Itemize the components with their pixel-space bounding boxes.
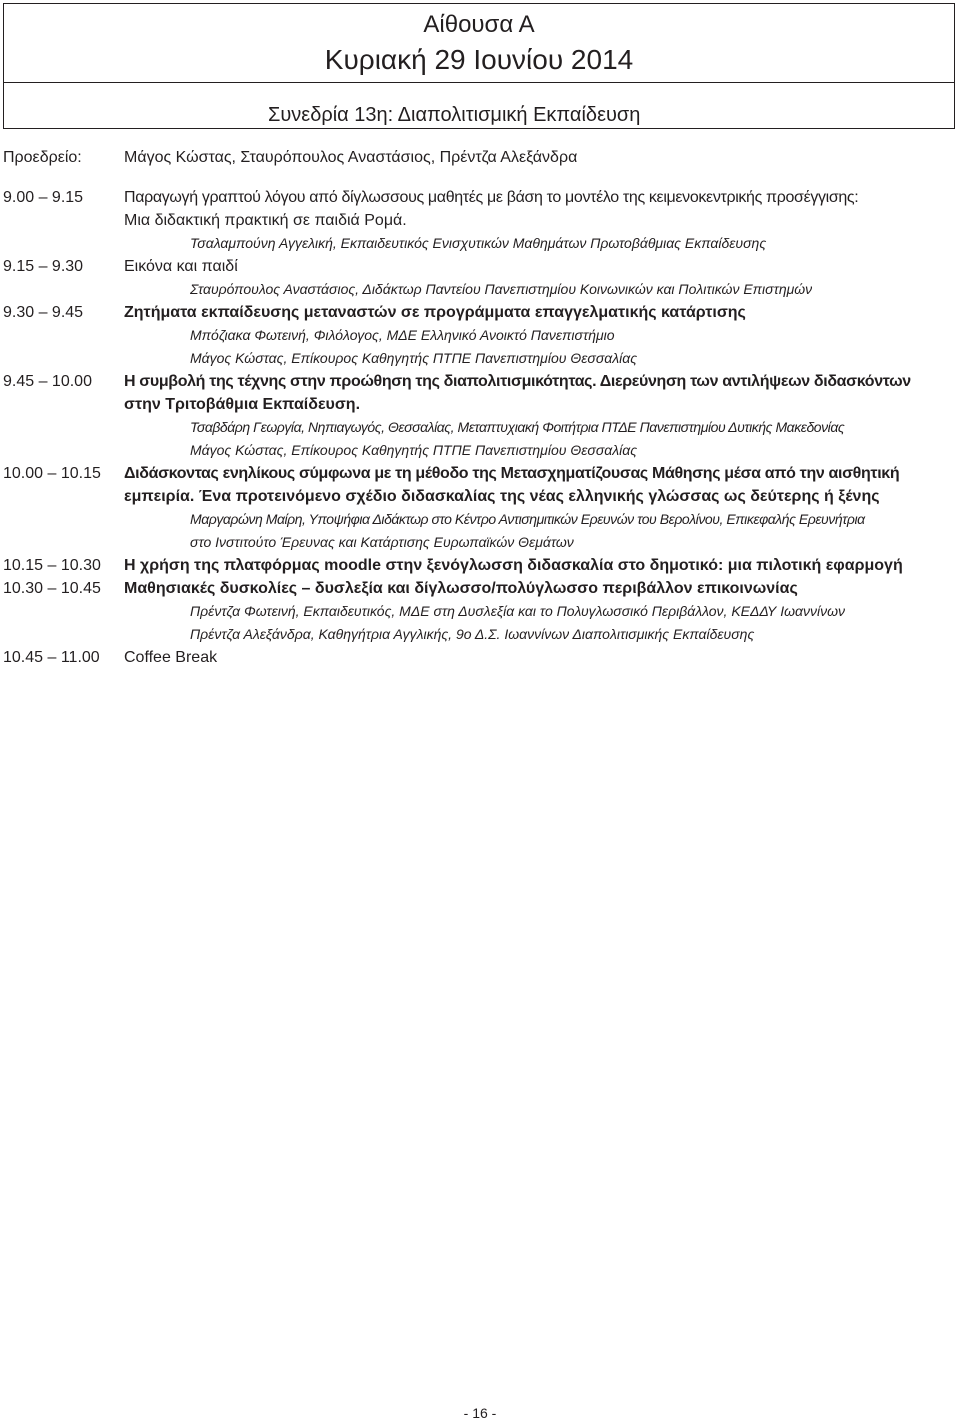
paper-title-line: Η χρήση της πλατφόρμας moodle στην ξενόγλωσση διδασκαλία στο δημοτικό: μια πιλοτική εφαρμογή [124, 557, 903, 574]
session-header-box [3, 83, 955, 129]
room-title: Αίθουσα Α [423, 11, 535, 38]
slot-content [124, 301, 960, 370]
session-title: Συνεδρία 13η: Διαπολιτισμική Εκπαίδευση [268, 104, 641, 126]
slot-time: 10.45 – 11.00 [3, 649, 100, 666]
author-line: Μάγος Κώστας, Επίκουρος Καθηγητής ΠΤΠΕ Πανεπιστημίου Θεσσαλίας [190, 442, 638, 458]
author-line: Σταυρόπουλος Αναστάσιος, Διδάκτωρ Παντείου Πανεπιστημίου Κοινωνικών και Πολιτικών Επιστημών [190, 281, 813, 297]
slot-content [124, 577, 960, 646]
schedule-slot [0, 255, 960, 301]
author-line: Τσαβδάρη Γεωργία, Νηπιαγωγός, Θεσσαλίας, Μεταπτυχιακή Φοιτήτρια ΠΤΔΕ Πανεπιστημίου Δυτικής Μακεδονίας [190, 419, 845, 435]
paper-title-line: Μια διδακτική πρακτική σε παιδιά Ρομά. [124, 212, 407, 229]
author-line: Τσαλαμπούνη Αγγελική, Εκπαιδευτικός Ενισχυτικών Μαθημάτων Πρωτοβάθμιας Εκπαίδευσης [190, 235, 767, 251]
schedule-slot [0, 370, 960, 462]
slot-time: 10.30 – 10.45 [3, 580, 101, 597]
author-line: Μάγος Κώστας, Επίκουρος Καθηγητής ΠΤΠΕ Πανεπιστημίου Θεσσαλίας [190, 350, 638, 366]
slot-content [124, 255, 960, 301]
paper-title-line: Μαθησιακές δυσκολίες – δυσλεξία και δίγλωσσο/πολύγλωσσο περιβάλλον επικοινωνίας [124, 580, 798, 597]
paper-title-line: Εικόνα και παιδί [124, 258, 238, 275]
schedule-slot [0, 462, 960, 554]
paper-title-line: Ζητήματα εκπαίδευσης μεταναστών σε προγράμματα επαγγελματικής κατάρτισης [124, 304, 746, 321]
schedule-slot [0, 577, 960, 646]
slot-content [124, 646, 960, 669]
author-line: Πρέντζα Αλεξάνδρα, Καθηγήτρια Αγγλικής, 9ο Δ.Σ. Ιωαννίνων Διαπολιτισμικής Εκπαίδευσης [190, 626, 755, 642]
slot-content [124, 462, 960, 554]
session-schedule [0, 186, 960, 669]
slot-time: 10.15 – 10.30 [3, 557, 101, 574]
author-line: Μπόζιακα Φωτεινή, Φιλόλογος, ΜΔΕ Ελληνικό Ανοικτό Πανεπιστήμιο [190, 327, 615, 343]
day-date: Κυριακή 29 Ιουνίου 2014 [324, 44, 634, 75]
author-line: στο Ινστιτούτο Έρευνας και Κατάρτισης Ευρωπαϊκών Θεμάτων [190, 534, 574, 550]
paper-title-line: στην Τριτοβάθμια Εκπαίδευση. [124, 396, 361, 413]
slot-time: 9.30 – 9.45 [3, 304, 84, 321]
slot-content [124, 554, 960, 577]
slot-time: 9.15 – 9.30 [3, 258, 84, 275]
author-line: Μαργαρώνη Μαίρη, Υποψήφια Διδάκτωρ στο Κέντρο Αντισημιτικών Ερευνών του Βερολίνου, Επικεφαλής Ερευνήτρια [190, 511, 865, 527]
day-header-box [3, 3, 955, 83]
slot-time: 10.00 – 10.15 [3, 465, 101, 482]
slot-time: 9.00 – 9.15 [3, 189, 84, 206]
paper-title-line: Παραγωγή γραπτού λόγου από δίγλωσσους μαθητές με βάση το μοντέλο της κειμενοκεντρικής προσέγγισης: [124, 189, 859, 206]
chair-label: Προεδρείο: [3, 149, 82, 166]
paper-title-line: Η συμβολή της τέχνης στην προώθηση της διαπολιτισμικότητας. Διερεύνηση των αντιλήψεων διδασκόντων [124, 373, 911, 390]
paper-title-line: εμπειρία. Ένα προτεινόμενο σχέδιο διδασκαλίας της νέας ελληνικής γλώσσας ως δεύτερης ή ξένης [124, 488, 880, 505]
coffee-break-label: Coffee Break [124, 649, 218, 666]
page-number: - 16 - [463, 1405, 497, 1421]
schedule-slot [0, 646, 960, 669]
chair-names: Μάγος Κώστας, Σταυρόπουλος Αναστάσιος, Πρέντζα Αλεξάνδρα [124, 149, 578, 166]
author-line: Πρέντζα Φωτεινή, Εκπαιδευτικός, ΜΔΕ στη Δυσλεξία και το Πολυγλωσσικό Περιβάλλον, ΚΕΔΔΥ Ιωαννίνων [190, 603, 846, 619]
slot-content [124, 370, 960, 462]
slot-time: 9.45 – 10.00 [3, 373, 92, 390]
schedule-slot [0, 301, 960, 370]
schedule-slot [0, 186, 960, 255]
schedule-slot [0, 554, 960, 577]
paper-title-line: Διδάσκοντας ενηλίκους σύμφωνα με τη μέθοδο της Μετασχηματίζουσας Μάθησης μέσα από την αισθητική [124, 465, 900, 482]
slot-content [124, 186, 960, 255]
